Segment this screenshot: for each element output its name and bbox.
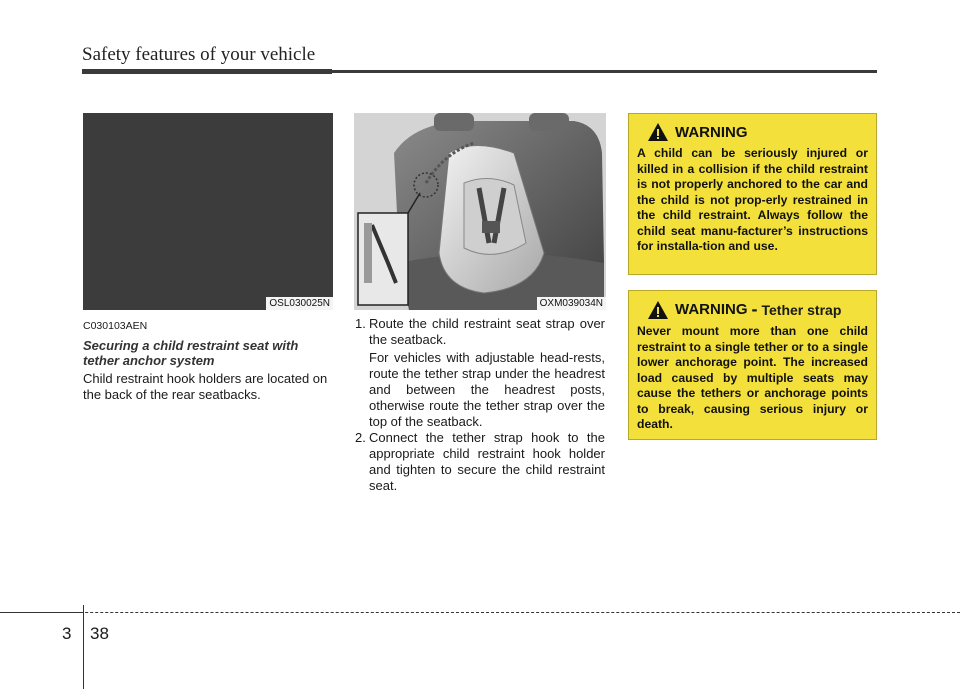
photo-child-seat-tether xyxy=(354,113,606,310)
section-body: Child restraint hook holders are located on the back of the rear seatbacks. xyxy=(83,371,328,402)
warning-title: WARNING xyxy=(675,123,748,141)
photo-code: OXM039034N xyxy=(537,297,606,310)
warning-title: WARNING xyxy=(675,301,748,318)
footer-rule-solid xyxy=(0,612,83,613)
chapter-number: 3 xyxy=(62,624,72,643)
photo-code: OSL030025N xyxy=(266,297,333,310)
warning-triangle-icon xyxy=(647,122,669,142)
warning-header xyxy=(647,122,868,142)
warning-triangle-icon xyxy=(647,300,669,320)
steps-column xyxy=(355,316,605,494)
header-rule xyxy=(82,70,877,73)
photo-rear-seatback xyxy=(83,113,333,310)
step-number: 1. xyxy=(355,316,366,331)
step-item xyxy=(355,430,605,494)
footer-divider xyxy=(83,605,84,689)
step-item xyxy=(355,316,605,348)
footer-rule xyxy=(0,612,960,613)
warning-header xyxy=(647,299,868,320)
warning-box-tether xyxy=(628,290,877,440)
step-text: Connect the tether strap hook to the appropriate child restraint hook holder and tighten to secure the child restraint seat. xyxy=(369,430,605,493)
warning-body: Never mount more than one child restraint to a single tether or to a single lower anchorage point. The increased load caused by multiple seats may cause the tethers or anchorage points to break, causing serious injury or death. xyxy=(637,324,868,431)
child-seat-illustration xyxy=(354,113,606,310)
section-code: C030103AEN xyxy=(83,320,148,332)
warning-separator: - xyxy=(751,299,758,319)
section-heading: Securing a child restraint seat with tether anchor system xyxy=(83,338,299,368)
page-number: 38 xyxy=(90,624,109,643)
step-text: Route the child restraint seat strap over the seatback. xyxy=(369,316,605,347)
left-column xyxy=(83,318,335,403)
step-number: 2. xyxy=(355,430,366,445)
step-note: For vehicles with adjustable head-rests, route the tether strap under the headrest and between the headrest posts, otherwise route the tether strap over the top of the seatback. xyxy=(369,350,605,429)
warning-subtitle: Tether strap xyxy=(761,301,842,318)
page-header-title: Safety features of your vehicle xyxy=(82,44,316,65)
warning-box xyxy=(628,113,877,275)
warning-body: A child can be seriously injured or killed in a collision if the child restraint is not properly anchored to the car and the child is not prop-erly restrained in the child restraint. Always follow the child seat manu-facturer’s instructions for installa-tion and use. xyxy=(637,146,868,253)
